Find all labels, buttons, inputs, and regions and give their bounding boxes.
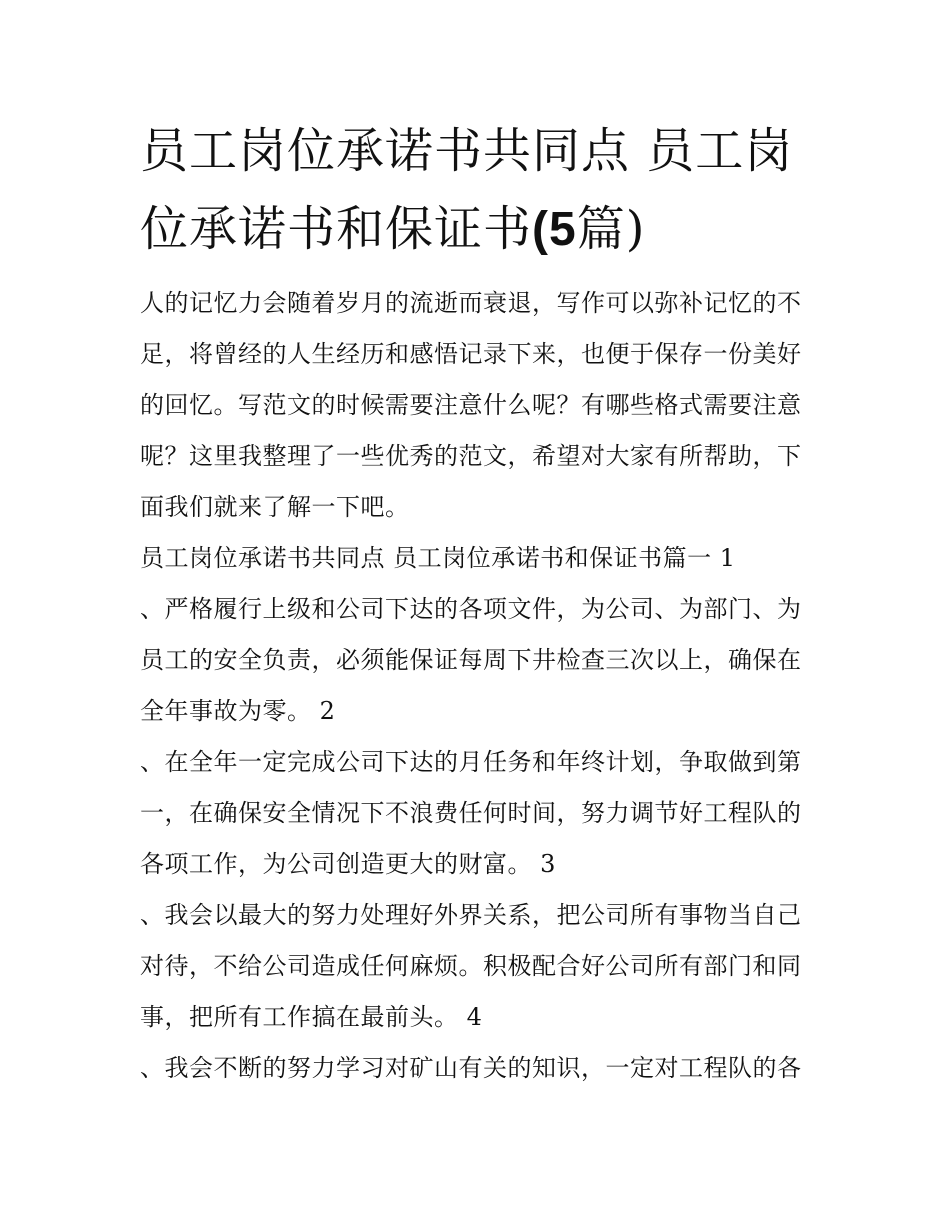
title-line-2 — [140, 190, 820, 269]
title-count: (5 — [532, 203, 577, 256]
commitment-line: 员工的安全负责，必须能保证每周下井检查三次以上，确保在 — [140, 646, 802, 674]
title-line-2-text: 位承诺书和保证书 — [140, 201, 533, 257]
section-heading — [140, 533, 815, 584]
commitment-line: 一，在确保安全情况下不浪费任何时间，努力调节好工程队的 — [140, 799, 802, 827]
document-title — [140, 112, 820, 269]
commitment-line: 事，把所有工作搞在最前头。 4 — [140, 1003, 483, 1031]
commitment-line: 、我会不断的努力学习对矿山有关的知识，一定对工程队的各 — [140, 1054, 802, 1082]
commitment-item — [140, 890, 815, 1043]
commitment-item — [140, 584, 815, 737]
intro-line: 面我们就来了解一下吧。 — [140, 493, 410, 521]
intro-line: 人的记忆力会随着岁月的流逝而衰退，写作可以弥补记忆的不 — [140, 289, 802, 317]
commitment-line: 对待，不给公司造成任何麻烦。积极配合好公司所有部门和同 — [140, 952, 802, 980]
section-heading-text: 员工岗位承诺书共同点 员工岗位承诺书和保证书篇一 1 — [140, 544, 736, 572]
commitment-line: 各项工作，为公司创造更大的财富。 3 — [140, 850, 556, 878]
commitment-line: 、我会以最大的努力处理好外界关系，把公司所有事物当自己 — [140, 901, 802, 929]
intro-line: 足，将曾经的人生经历和感悟记录下来，也便于保存一份美好 — [140, 340, 802, 368]
intro-paragraph — [140, 278, 815, 533]
commitment-item — [140, 737, 815, 890]
intro-line: 呢？这里我整理了一些优秀的范文，希望对大家有所帮助，下 — [140, 442, 802, 470]
commitment-line: 、严格履行上级和公司下达的各项文件，为公司、为部门、为 — [140, 595, 802, 623]
intro-line: 的回忆。写范文的时候需要注意什么呢？有哪些格式需要注意 — [140, 391, 802, 419]
commitment-item — [140, 1043, 815, 1094]
title-line-1: 员工岗位承诺书共同点 员工岗 — [140, 123, 794, 179]
commitment-line: 、在全年一定完成公司下达的月任务和年终计划，争取做到第 — [140, 748, 802, 776]
document-body — [140, 278, 815, 1094]
commitment-line: 全年事故为零。 2 — [140, 697, 336, 725]
title-line-2-suffix: 篇) — [576, 201, 646, 257]
